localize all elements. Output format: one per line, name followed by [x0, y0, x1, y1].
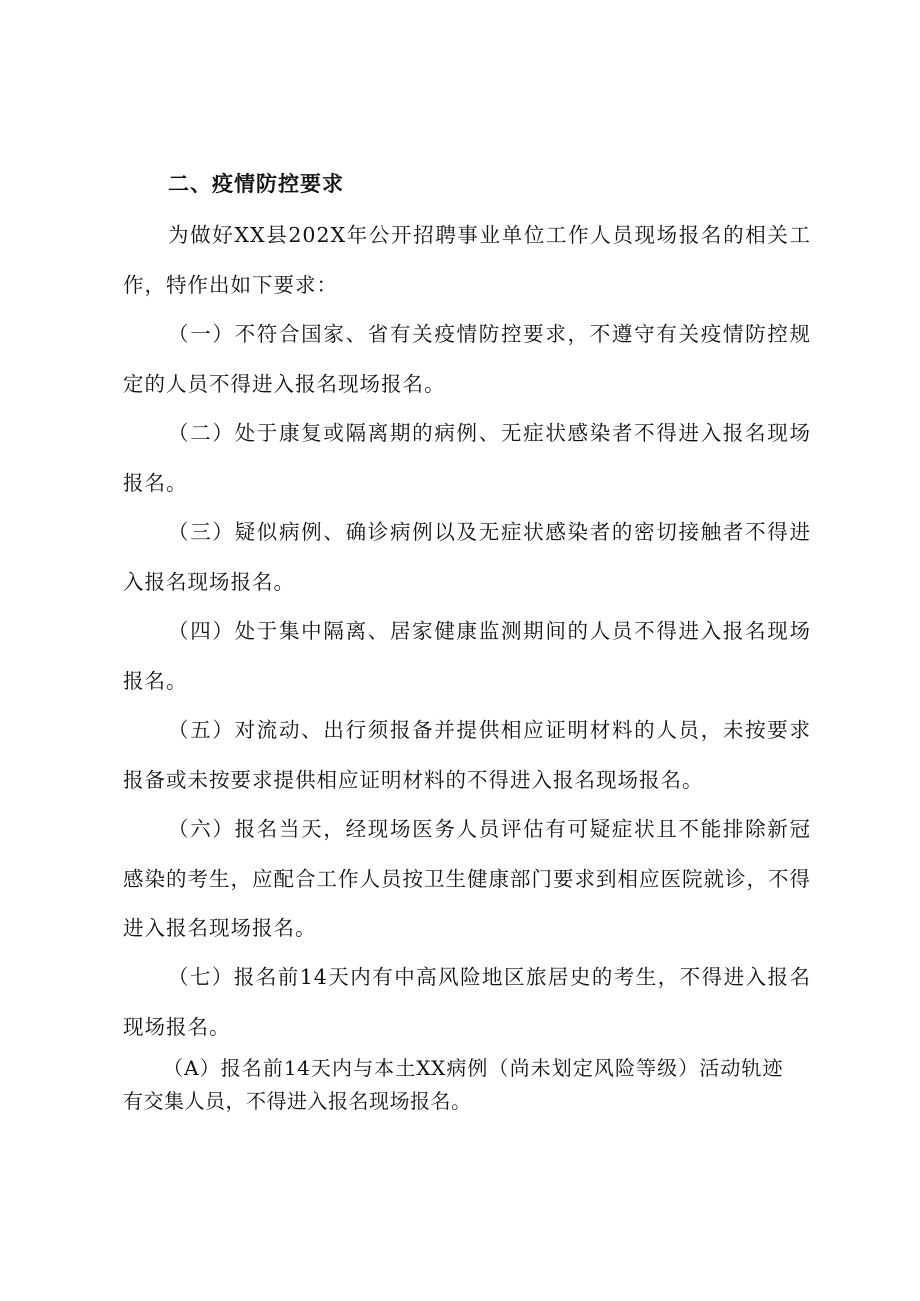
section-heading: 二、疫情防控要求 — [168, 172, 344, 196]
requirement-item-5: （五）对流动、出行须报备并提供相应证明材料的人员，未按要求报备或未按要求提供相应证明材料的不得进入报名现场报名。 — [123, 718, 811, 792]
requirement-item-7: （七）报名前14天内有中高风险地区旅居史的考生，不得进入报名现场报名。 — [123, 965, 811, 1039]
requirement-item-6: （六）报名当天，经现场医务人员评估有可疑症状且不能排除新冠感染的考生，应配合工作人员按卫生健康部门要求到相应医院就诊，不得进入报名现场报名。 — [123, 817, 811, 940]
requirement-item-a: （A）报名前14天内与本土XX病例（尚未划定风险等级）活动轨迹有交集人员，不得进入报名现场报名。 — [123, 1056, 783, 1113]
requirement-item-3: （三）疑似病例、确诊病例以及无症状感染者的密切接触者不得进入报名现场报名。 — [123, 520, 811, 594]
requirement-item-1: （一）不符合国家、省有关疫情防控要求，不遵守有关疫情防控规定的人员不得进入报名现场报名。 — [123, 322, 811, 396]
requirement-item-2: （二）处于康复或隔离期的病例、无症状感染者不得进入报名现场报名。 — [123, 421, 811, 495]
intro-paragraph: 为做好XX县202X年公开招聘事业单位工作人员现场报名的相关工作，特作出如下要求： — [123, 223, 811, 297]
requirement-item-4: （四）处于集中隔离、居家健康监测期间的人员不得进入报名现场报名。 — [123, 619, 811, 693]
